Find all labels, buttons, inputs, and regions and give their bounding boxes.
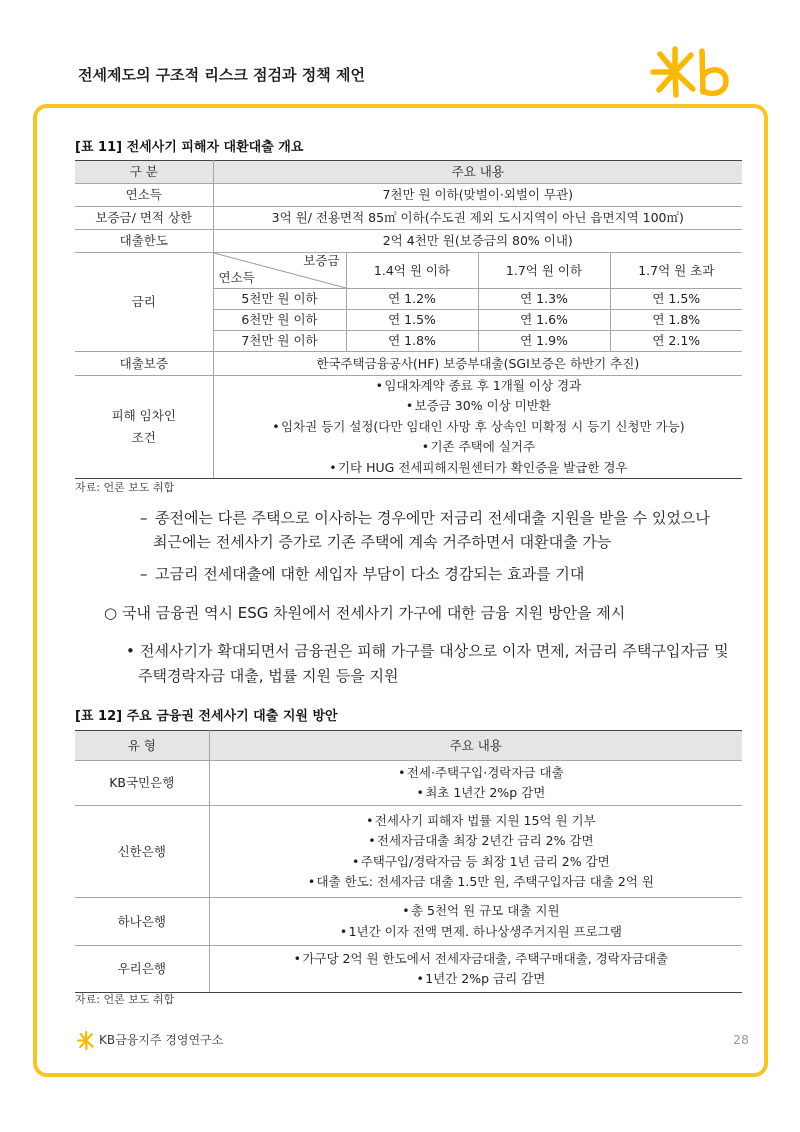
list-item	[214, 396, 743, 416]
list-item-text: 대출 한도: 전세자금 대출 1.5만 원, 주택구입자금 대출 2억 원	[316, 873, 654, 889]
table-row	[75, 207, 742, 230]
list-item	[214, 437, 743, 457]
loan-limit-label: 대출한도	[75, 230, 213, 253]
body-line: 고금리 전세대출에 대한 세입자 부담이 다소 경감되는 효과를 기대	[155, 565, 585, 583]
victim-conditions-label	[75, 376, 213, 479]
interest-rate-cell: 연 1.2%	[346, 289, 478, 310]
table-row	[75, 376, 742, 479]
interest-label: 금리	[75, 253, 213, 352]
income-bracket-label: 6천만 원 이하	[213, 310, 346, 331]
interest-rate-cell: 연 1.5%	[346, 310, 478, 331]
table12-header-row	[75, 731, 742, 761]
table11-source: 자료: 언론 보도 취합	[75, 481, 175, 494]
list-item-text: 1년간 2%p 금리 감면	[425, 971, 546, 986]
footer-brand: KB금융지주 경영연구소	[99, 1033, 224, 1047]
table12-source: 자료: 언론 보도 취합	[75, 993, 175, 1006]
body-line: 국내 금융권 역시 ESG 차원에서 전세사기 가구에 대한 금융 지원 방안을 제시	[122, 604, 626, 622]
bullet-marker: •	[368, 833, 376, 849]
dash-marker: –	[140, 565, 148, 583]
body-line: 종전에는 다른 주택으로 이사하는 경우에만 저금리 전세대출 지원을 받을 수 있었으나	[155, 509, 710, 527]
list-item-text: 주택구입/경락자금 등 최장 1년 금리 2% 감면	[360, 853, 610, 869]
list-item	[219, 922, 743, 942]
table12-header-type: 유 형	[75, 731, 209, 761]
bullet-marker: •	[402, 903, 410, 919]
victim-conditions-list	[213, 376, 742, 479]
interest-rate-cell: 연 1.8%	[610, 310, 742, 331]
bullet-marker: •	[307, 873, 316, 889]
body-line: 최근에는 전세사기 증가로 기존 주택에 계속 거주하면서 대환대출 가능	[153, 533, 612, 551]
list-item-text: 1년간 이자 전액 면제. 하나상생주거지원 프로그램	[348, 923, 622, 939]
dash-marker: –	[140, 509, 148, 527]
guarantee-value: 한국주택금융공사(HF) 보증부대출(SGI보증은 하반기 추진)	[213, 352, 742, 376]
bullet-marker: •	[421, 439, 430, 455]
interest-rate-cell: 연 1.6%	[478, 310, 610, 331]
bullet-marker: •	[293, 950, 302, 966]
list-item	[219, 783, 743, 803]
table11-header-content: 주요 내용	[213, 161, 742, 184]
interest-header-row	[75, 253, 742, 289]
list-item	[219, 872, 743, 892]
running-title: 전세제도의 구조적 리스크 점검과 정책 제언	[78, 66, 365, 84]
table11	[75, 160, 742, 479]
list-item-text: 가구당 2억 원 한도에서 전세자금대출, 주택구매대출, 경락자금대출	[302, 950, 669, 966]
list-item	[219, 763, 743, 783]
circle-marker: ○	[104, 604, 118, 622]
list-item-text: 최초 1년간 2%p 감면	[425, 785, 546, 800]
table-row	[75, 184, 742, 207]
table-row	[75, 352, 742, 376]
list-item	[214, 376, 743, 396]
label-line: 조건	[131, 430, 156, 446]
list-item	[214, 417, 743, 437]
table11-header-row	[75, 161, 742, 184]
bank-support-list	[209, 946, 742, 993]
list-item-text: 기존 주택에 실거주	[430, 439, 536, 455]
list-item-text: 총 5천억 원 규모 대출 지원	[410, 903, 560, 919]
table12-caption: [표 12] 주요 금융권 전세사기 대출 지원 방안	[75, 709, 338, 724]
table12	[75, 730, 742, 993]
bullet-marker: •	[416, 971, 424, 986]
table-row	[75, 898, 742, 946]
interest-rate-cell: 연 2.1%	[610, 331, 742, 352]
guarantee-label: 대출보증	[75, 352, 213, 376]
kb-star-logo-icon	[650, 46, 730, 98]
list-item	[219, 901, 743, 921]
list-item-text: 임차권 등기 설정(다만 임대인 사망 후 상속인 미확정 시 등기 신청만 가능)	[280, 418, 685, 434]
list-item	[219, 831, 743, 851]
corner-income-label: 연소득	[218, 270, 255, 285]
loan-limit-value: 2억 4천만 원(보증금의 80% 이내)	[213, 230, 742, 253]
table-row	[75, 806, 742, 898]
table11-header-category: 구 분	[75, 161, 213, 184]
list-item-text: 전세자금대출 최장 2년간 금리 2% 감면	[376, 833, 594, 849]
income-bracket-label: 7천만 원 이하	[213, 331, 346, 352]
body-line: 주택경락자금 대출, 법률 지원 등을 지원	[138, 667, 399, 685]
bank-name: 우리은행	[75, 946, 209, 993]
interest-rate-cell: 연 1.8%	[346, 331, 478, 352]
bullet-marker: •	[405, 398, 414, 414]
bullet-marker: •	[339, 923, 348, 939]
deposit-bracket-header: 1.4억 원 이하	[346, 253, 478, 289]
bullet-marker: •	[352, 853, 360, 869]
body-line: 전세사기가 확대되면서 금융권은 피해 가구를 대상으로 이자 면제, 저금리 주택구입자금 및	[140, 642, 729, 660]
interest-rate-cell: 연 1.3%	[478, 289, 610, 310]
bullet-marker: •	[366, 812, 374, 828]
income-bracket-label: 5천만 원 이하	[213, 289, 346, 310]
list-item	[219, 811, 743, 831]
income-value: 7천만 원 이하(맞벌이·외벌이 무관)	[213, 184, 742, 207]
bullet-marker: •	[126, 642, 135, 660]
table11-caption: [표 11] 전세사기 피해자 대환대출 개요	[75, 140, 304, 155]
corner-deposit-label: 보증금	[303, 253, 340, 268]
interest-corner-cell	[213, 253, 346, 289]
list-item-text: 전세·주택구입·경락자금 대출	[406, 764, 564, 780]
list-item-text: 임대차계약 종료 후 1개월 이상 경과	[384, 378, 582, 393]
deposit-area-value: 3억 원/ 전용면적 85㎡ 이하(수도권 제외 도시지역이 아닌 읍면지역 100㎡)	[213, 207, 742, 230]
list-item	[219, 969, 743, 989]
bank-name: 하나은행	[75, 898, 209, 946]
list-item	[214, 458, 743, 478]
list-item	[219, 949, 743, 969]
list-item-text: 보증금 30% 이상 미반환	[414, 398, 551, 414]
bullet-marker: •	[398, 764, 406, 780]
interest-rate-cell: 연 1.9%	[478, 331, 610, 352]
bullet-marker: •	[416, 785, 424, 800]
deposit-bracket-header: 1.7억 원 이하	[478, 253, 610, 289]
list-item	[219, 852, 743, 872]
deposit-bracket-header: 1.7억 원 초과	[610, 253, 742, 289]
bullet-marker: •	[272, 418, 280, 434]
bank-support-list	[209, 761, 742, 806]
table12-header-content: 주요 내용	[209, 731, 742, 761]
interest-rate-cell: 연 1.5%	[610, 289, 742, 310]
income-label: 연소득	[75, 184, 213, 207]
bank-name: KB국민은행	[75, 761, 209, 806]
table-row	[75, 946, 742, 993]
bullet-marker: •	[375, 378, 384, 393]
bank-support-list	[209, 898, 742, 946]
bank-support-list	[209, 806, 742, 898]
deposit-area-label: 보증금/ 면적 상한	[75, 207, 213, 230]
kb-star-footer-icon	[77, 1031, 96, 1050]
bullet-marker: •	[329, 459, 337, 475]
list-item-text: 기타 HUG 전세피해지원센터가 확인증을 발급한 경우	[337, 459, 628, 475]
table-row	[75, 230, 742, 253]
page-number: 28	[733, 1032, 749, 1047]
table-row	[75, 761, 742, 806]
label-line: 피해 임차인	[111, 408, 176, 424]
bank-name: 신한은행	[75, 806, 209, 898]
list-item-text: 전세사기 피해자 법률 지원 15억 원 기부	[374, 812, 596, 828]
